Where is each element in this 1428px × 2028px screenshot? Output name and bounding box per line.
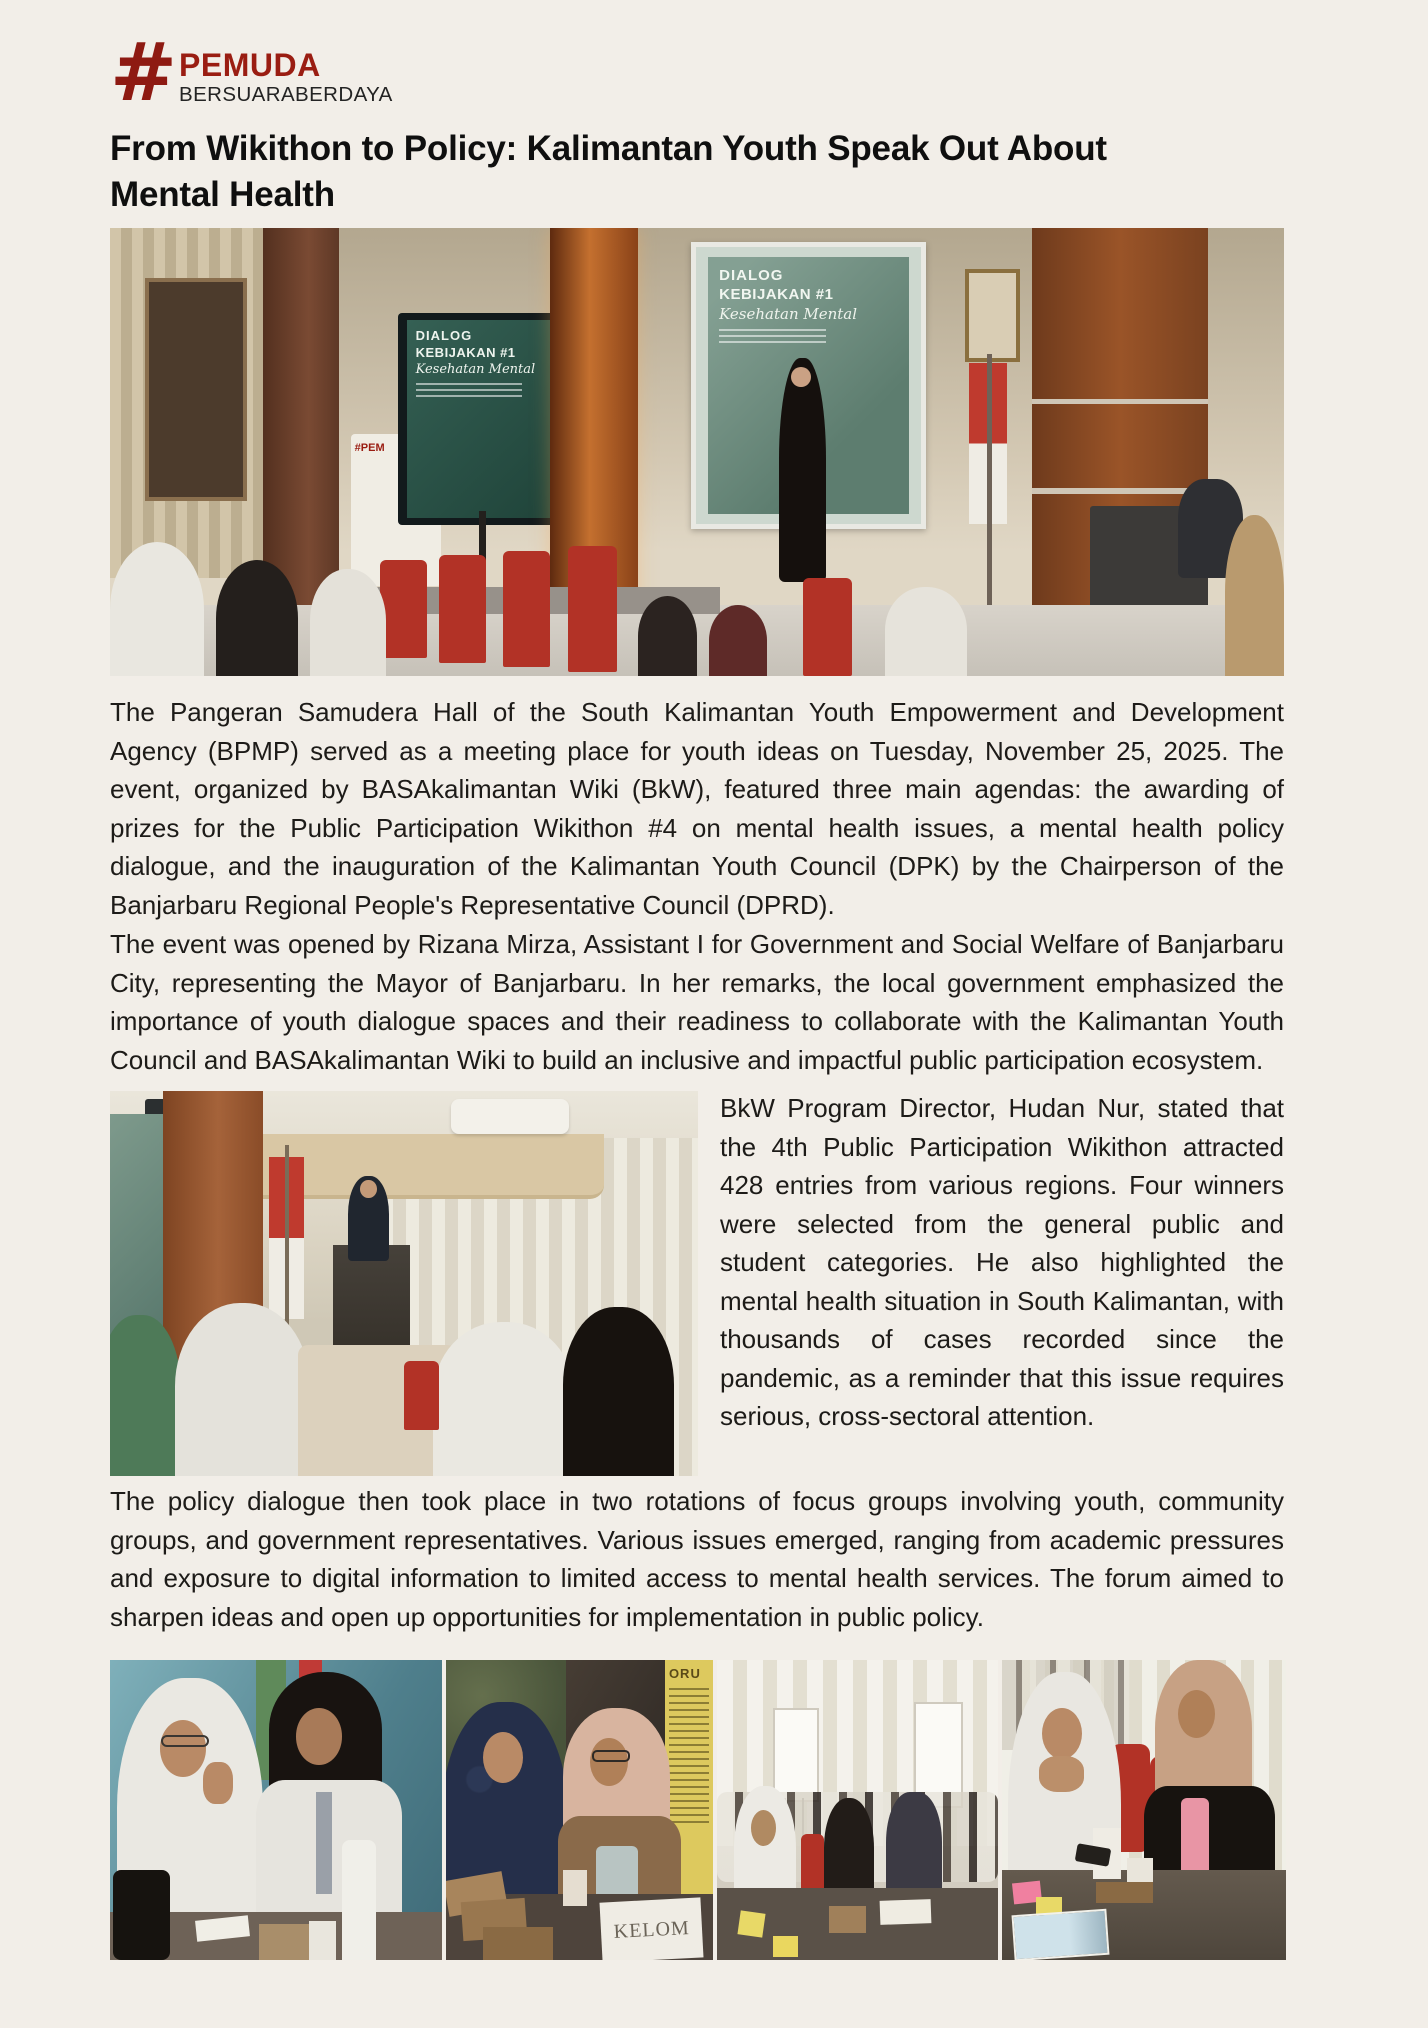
audience-hijab-white-1	[175, 1303, 310, 1476]
flipchart-left	[773, 1708, 819, 1802]
hashtag-logo-icon: #	[110, 26, 173, 119]
official-face	[360, 1180, 376, 1198]
wrap-section	[110, 1089, 1284, 1436]
paragraph-3: BkW Program Director, Hudan Nur, stated that the 4th Public Participation Wikithon attracted 428 entries from various regions. Four winners were selected from the general public and student categories. He also highlighted the mental health situation in South Kalimantan, with thousands of cases recorded since the pandemic, as a reminder that this issue requires serious, cross-sectoral attention.	[720, 1093, 1284, 1432]
audience-hijab-white-2	[433, 1322, 574, 1476]
red-chair	[801, 1834, 823, 1894]
window-dark	[145, 278, 247, 501]
audience-person-hijab-black	[216, 560, 298, 676]
pink-tumbler	[1181, 1798, 1209, 1876]
panel-rail-1	[1032, 399, 1208, 404]
red-chair	[568, 546, 617, 671]
article-title: From Wikithon to Policy: Kalimantan Youth Speak Out About Mental Health	[110, 129, 1107, 215]
paper-cup	[563, 1870, 587, 1906]
tv-slide-script: Kesehatan Mental	[415, 361, 536, 377]
photo-two-students-table	[1002, 1660, 1286, 1960]
group-name-card	[599, 1898, 703, 1961]
panel-rail-2	[1032, 488, 1208, 493]
sticky-note-yellow	[738, 1911, 766, 1938]
red-chair	[803, 578, 852, 677]
black-purse	[113, 1870, 169, 1960]
roll-banner-text: #PEM	[354, 442, 385, 455]
flag-pole	[987, 354, 992, 614]
tv-slide-title-1: DIALOG	[415, 328, 473, 344]
photo-focus-group-room	[717, 1660, 998, 1960]
white-tumbler	[342, 1840, 375, 1960]
paragraph-1: The Pangeran Samudera Hall of the South Kalimantan Youth Empowerment and Development Agency (BPMP) served as a meeting place for youth ideas on Tuesday, November 25, 2025. The event, organized by BASAkalimantan Wiki (BkW), featured three main agendas: the awarding of prizes for the Public Participation Wikithon #4 on mental health issues, a mental health policy dialogue, and the inauguration of the Kalimantan Youth Council (DPK) by the Chairperson of the Banjarbaru Regional People's Representative Council (DPRD).	[110, 697, 1284, 920]
brown-box-stack-3	[483, 1927, 552, 1960]
woman-2-glasses	[592, 1750, 631, 1762]
participant-face	[751, 1810, 776, 1846]
brown-box	[829, 1906, 866, 1933]
banner-small-lines	[669, 1688, 709, 1822]
brown-tray	[1096, 1882, 1153, 1903]
audience-green-shirt	[110, 1315, 181, 1477]
photo-students-discussion	[110, 1660, 442, 1960]
banner-oru-text: ORU	[668, 1666, 701, 1682]
tv-slide-smalltext	[416, 383, 523, 401]
red-chair	[380, 560, 427, 659]
student-2-tie	[316, 1792, 333, 1894]
hero-photo-policy-dialogue-hall	[110, 228, 1284, 676]
article-content	[110, 26, 1284, 1960]
tv-slide-title-2: KEBIJAKAN #1	[415, 344, 516, 360]
red-chair	[503, 551, 550, 667]
logo-subtitle: BERSUARABERDAYA	[179, 82, 393, 106]
audience-dark-head	[563, 1307, 675, 1476]
girl-1-face	[1042, 1708, 1082, 1759]
screen-slide-script: Kesehatan Mental	[719, 305, 858, 324]
red-chair	[404, 1361, 439, 1430]
brown-box	[259, 1924, 312, 1960]
girl-2-face	[1178, 1690, 1215, 1738]
magazine	[1012, 1909, 1110, 1960]
name-tent	[880, 1899, 931, 1925]
audience-person-hijab-tan	[1225, 515, 1284, 676]
logo-text	[179, 48, 393, 105]
focus-group-photo-strip	[110, 1660, 1284, 1960]
student-1-hand	[203, 1762, 233, 1804]
woman-2-face	[590, 1738, 627, 1786]
pemuda-logo	[110, 26, 1284, 119]
audience-person-hijab-white	[110, 542, 204, 676]
paper-cup	[309, 1921, 336, 1960]
portrait-frame	[965, 269, 1020, 362]
paragraph-4: The policy dialogue then took place in two rotations of focus groups involving youth, community groups, and government representatives. Various issues emerged, ranging from academic pressures and exposure to digital information to limited access to mental health services. The forum aimed to sharpen ideas and open up opportunities for implementation in public policy.	[110, 1486, 1284, 1632]
photo-community-women	[446, 1660, 713, 1960]
speaker-figure	[779, 358, 826, 582]
audience-person-dark-head	[638, 596, 697, 677]
logo-title: PEMUDA	[179, 47, 321, 83]
paragraph-2: The event was opened by Rizana Mirza, Assistant I for Government and Social Welfare of Banjarbaru City, representing the Mayor of Banjarbaru. In her remarks, the local government emphasized the importance of youth dialogue spaces and their readiness to collaborate with the Kalimantan Youth Council and BASAkalimantan Wiki to build an inclusive and impactful public participation ecosystem.	[110, 929, 1284, 1075]
photo-opening-speech	[110, 1091, 698, 1476]
screen-slide-title-2: KEBIJAKAN #1	[719, 285, 834, 303]
group-name-card-text: KELOM	[612, 1916, 691, 1943]
audience-person-white-shirt	[310, 569, 386, 677]
sticky-note-yellow-2	[773, 1936, 798, 1957]
screen-slide-smalltext	[719, 329, 826, 347]
screen-slide-title-1: DIALOG	[719, 266, 784, 284]
audience-person-white-shirt-right	[885, 587, 967, 677]
red-chair	[439, 555, 486, 663]
audience-person-hijab-maroon	[709, 605, 768, 677]
student-1-glasses	[161, 1735, 208, 1747]
girl-1-hands	[1039, 1756, 1084, 1792]
ac-unit	[451, 1099, 569, 1134]
